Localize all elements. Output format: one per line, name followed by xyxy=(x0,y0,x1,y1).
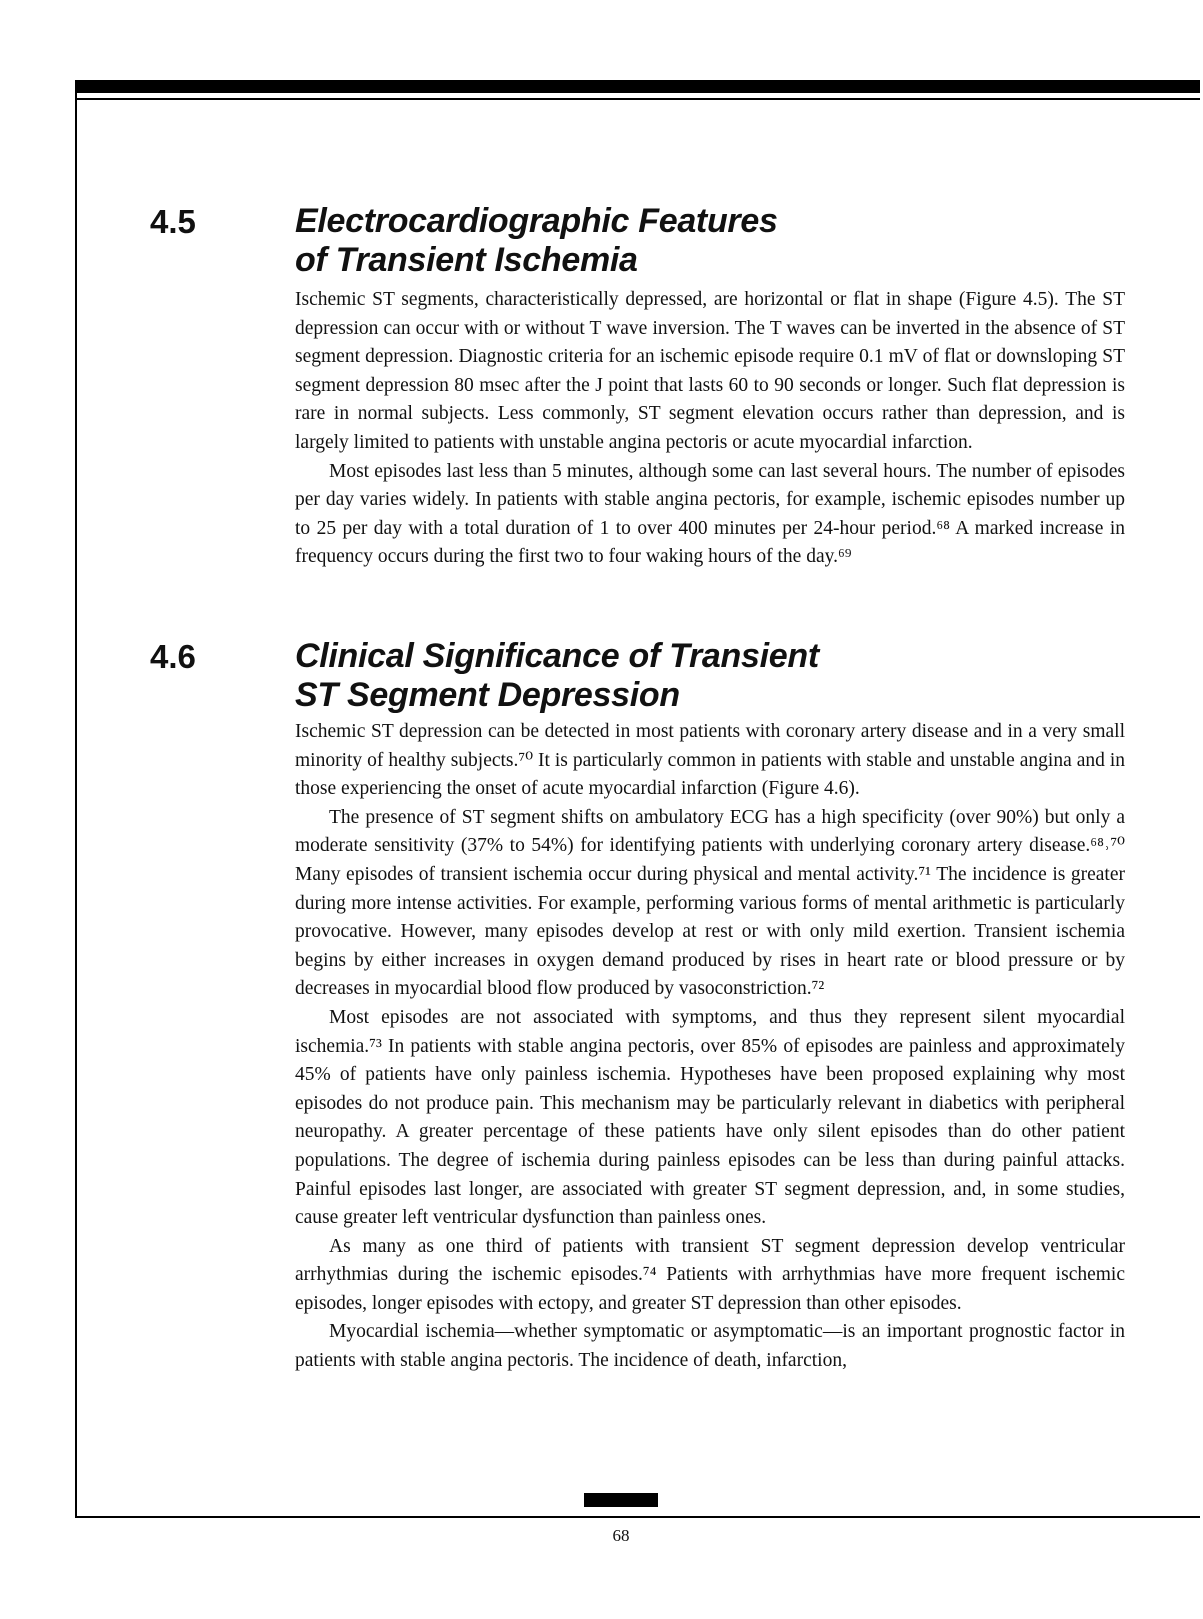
section-body xyxy=(295,718,1125,1376)
section-title xyxy=(295,202,1155,280)
section-title-line: ST Segment Depression xyxy=(295,676,680,714)
section-title-line: Electrocardiographic Features xyxy=(295,202,778,240)
section-title xyxy=(295,637,1155,715)
section-number: 4.6 xyxy=(150,638,196,675)
section-title-line: Clinical Significance of Transient xyxy=(295,637,819,675)
paragraph: The presence of ST segment shifts on ambulatory ECG has a high specificity (over 90%) but only a moderate sensitivity (37% to 54%) for identifying patients with underlying coronary artery disease.⁶⁸˒⁷⁰ Many episodes of transient ischemia occur during physical and mental activity.⁷¹ The incidence is greater during more intense activities. For example, performing various forms of mental arithmetic is particularly provocative. However, many episodes develop at rest or with only mild exertion. Transient ischemia begins by either increases in oxygen demand produced by rises in heart rate or blood pressure or by decreases in myocardial blood flow produced by vasoconstriction.⁷² xyxy=(295,806,1125,1000)
header-rule-thick xyxy=(75,80,1200,93)
header-rule-thin xyxy=(75,98,1200,100)
paragraph: As many as one third of patients with transient ST segment depression develop ventricular arrhythmias during the ischemic episodes.⁷⁴ Patients with arrhythmias have more frequent ischemic episodes, longer episodes with ectopy, and greater ST depression than other episodes. xyxy=(295,1235,1125,1314)
left-margin-rule xyxy=(75,93,77,1517)
paragraph: Ischemic ST segments, characteristically depressed, are horizontal or flat in shape (Figure 4.5). The ST depression can occur with or without T wave inversion. The T waves can be inverted in the absence of ST segment depression. Diagnostic criteria for an ischemic episode require 0.1 mV of flat or downsloping ST segment depression 80 msec after the J point that lasts 60 to 90 seconds or longer. Such flat depression is rare in normal subjects. Less commonly, ST segment elevation occurs rather than depression, and is largely limited to patients with unstable angina pectoris or acute myocardial infarction. xyxy=(295,289,1125,453)
paragraph: Most episodes last less than 5 minutes, although some can last several hours. The number of episodes per day varies widely. In patients with stable angina pectoris, for example, ischemic episodes number up to 25 per day with a total duration of 1 to over 400 minutes per 24-hour period.⁶⁸ A marked increase in frequency occurs during the first two to four waking hours of the day.⁶⁹ xyxy=(295,460,1125,568)
page-number: 68 xyxy=(612,1526,630,1545)
paragraph: Ischemic ST depression can be detected in most patients with coronary artery disease and in a very small minority of healthy subjects.⁷⁰ It is particularly common in patients with stable and unstable angina and in those experiencing the onset of acute myocardial infarction (Figure 4.6). xyxy=(295,721,1125,800)
section-title-line: of Transient Ischemia xyxy=(295,241,638,279)
paragraph: Myocardial ischemia—whether symptomatic or asymptomatic—is an important prognostic factor in patients with stable angina pectoris. The incidence of death, infarction, xyxy=(295,1321,1125,1372)
footer-rule xyxy=(75,1516,1200,1518)
paragraph: Most episodes are not associated with symptoms, and thus they represent silent myocardial ischemia.⁷³ In patients with stable angina pectoris, over 85% of episodes are painless and approximately 45% of patients have only painless ischemia. Hypotheses have been proposed explaining why most episodes do not produce pain. This mechanism may be particularly relevant in diabetics with peripheral neuropathy. A greater percentage of these patients have only silent episodes than do other patient populations. The degree of ischemia during painless episodes can be less than during painful attacks. Painful episodes last longer, are associated with greater ST segment depression, and, in some studies, cause greater left ventricular dysfunction than painless ones. xyxy=(295,1006,1125,1229)
section-number: 4.5 xyxy=(150,203,196,240)
footer-tab xyxy=(584,1493,658,1507)
section-body xyxy=(295,286,1125,572)
